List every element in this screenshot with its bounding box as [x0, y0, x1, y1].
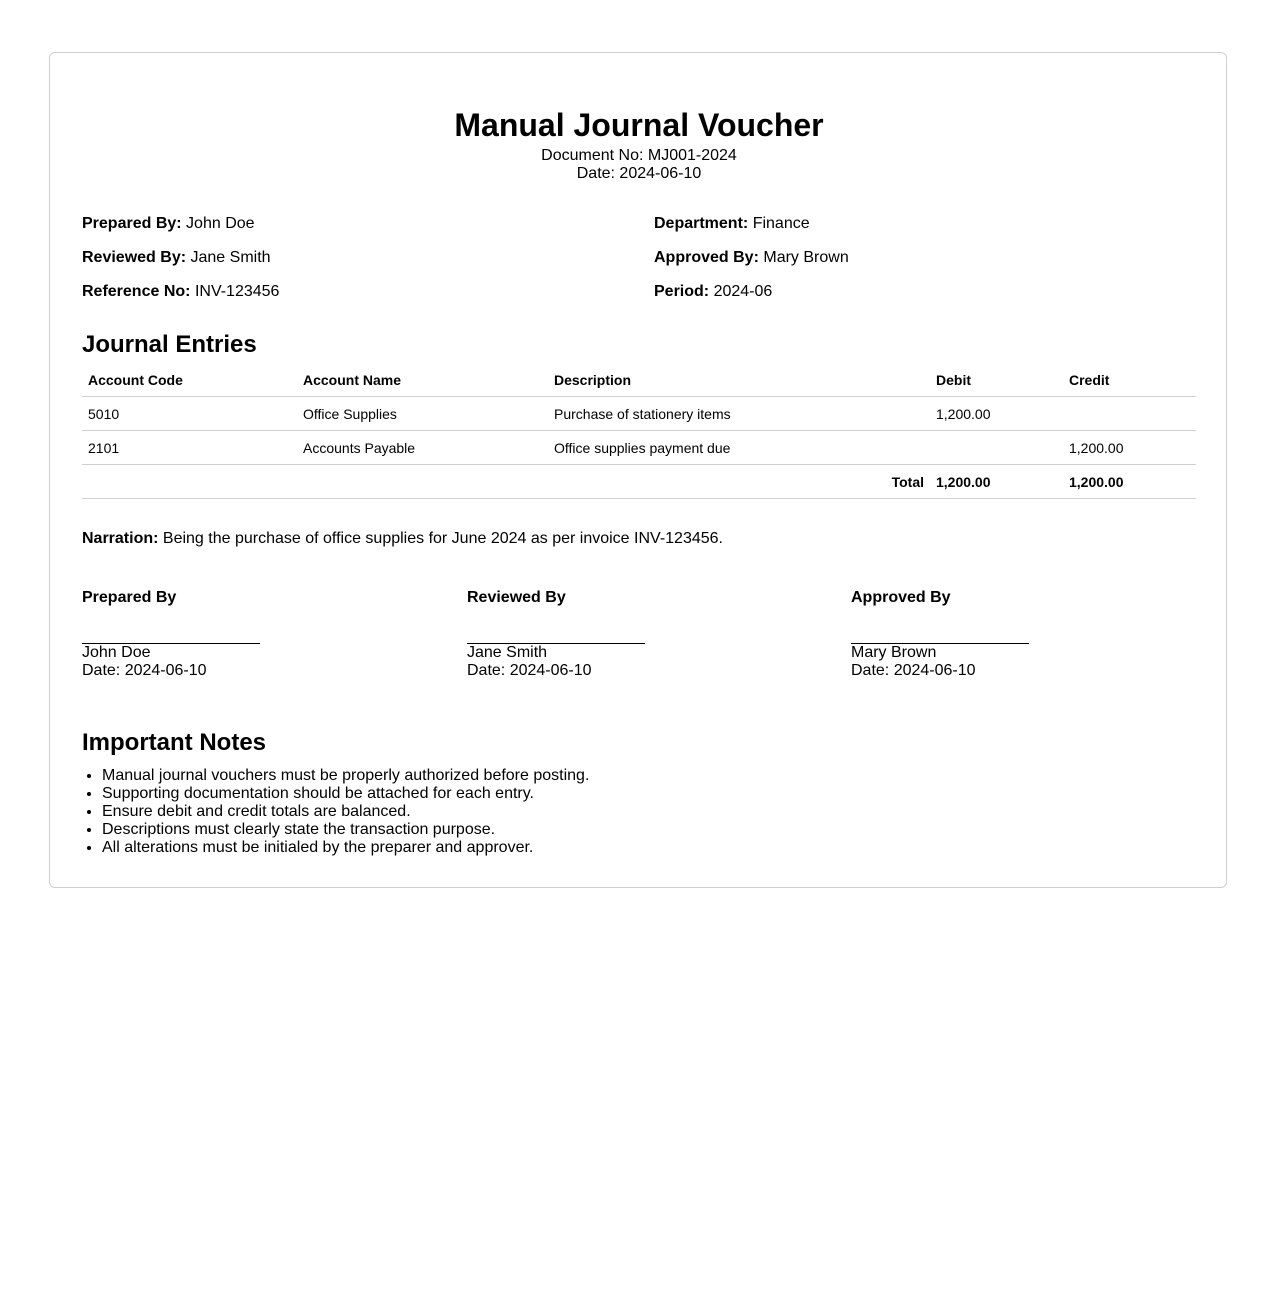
table-row: [82, 397, 1196, 431]
signature-name: Mary Brown: [851, 644, 937, 661]
prepared-by-label: Prepared By:: [82, 215, 182, 232]
signature-block-reviewed: [467, 589, 767, 680]
reference-no-label: Reference No:: [82, 283, 191, 300]
column-header-account-code: Account Code: [82, 363, 297, 397]
signature-heading: Prepared By: [82, 589, 177, 606]
total-row: [82, 465, 1196, 499]
total-credit: 1,200.00: [1063, 465, 1196, 499]
cell-description: Office supplies payment due: [548, 431, 930, 465]
reference-no-value: INV-123456: [194, 283, 280, 300]
document-date: Date: 2024-06-10: [576, 165, 702, 182]
important-notes-list: [82, 767, 589, 857]
department-label: Department:: [654, 215, 749, 232]
cell-debit: [930, 431, 1063, 465]
signature-block-approved: [851, 589, 1151, 680]
narration: [82, 530, 723, 548]
cell-account-code: 5010: [82, 397, 297, 431]
signature-block-prepared: [82, 589, 382, 680]
cell-credit: 1,200.00: [1063, 431, 1196, 465]
period-value: 2024-06: [713, 283, 773, 300]
list-item: • Ensure debit and credit totals are balanced.: [102, 803, 589, 821]
department-field: [654, 215, 810, 233]
list-item: • Descriptions must clearly state the transaction purpose.: [102, 821, 589, 839]
cell-account-code: 2101: [82, 431, 297, 465]
reviewed-by-label: Reviewed By:: [82, 249, 187, 266]
total-label: Total: [82, 465, 930, 499]
signature-name: Jane Smith: [467, 644, 548, 661]
column-header-description: Description: [548, 363, 930, 397]
department-value: Finance: [752, 215, 810, 232]
signature-line: [851, 633, 1029, 644]
cell-description: Purchase of stationery items: [548, 397, 930, 431]
document-number: Document No: MJ001-2024: [541, 147, 737, 164]
reference-no-field: [82, 283, 279, 301]
signature-heading: Reviewed By: [467, 589, 566, 606]
approved-by-label: Approved By:: [654, 249, 759, 266]
page-title: Manual Journal Voucher: [454, 107, 824, 143]
signature-line: [467, 633, 645, 644]
column-header-account-name: Account Name: [297, 363, 548, 397]
signature-heading: Approved By: [851, 589, 951, 606]
narration-label: Narration:: [82, 530, 159, 547]
cell-account-name: Accounts Payable: [297, 431, 548, 465]
table-row: [82, 431, 1196, 465]
period-field: [654, 283, 772, 301]
journal-entries-table: [82, 363, 1196, 499]
approved-by-field: [654, 249, 849, 267]
column-header-credit: Credit: [1063, 363, 1196, 397]
approved-by-value: Mary Brown: [763, 249, 849, 266]
table-header-row: [82, 363, 1196, 397]
reviewed-by-field: [82, 249, 271, 267]
signature-date: Date: 2024-06-10: [467, 662, 592, 679]
prepared-by-field: [82, 215, 255, 233]
list-item: • Manual journal vouchers must be properly authorized before posting.: [102, 767, 589, 785]
signature-date: Date: 2024-06-10: [851, 662, 976, 679]
signature-line: [82, 633, 260, 644]
reviewed-by-value: Jane Smith: [190, 249, 271, 266]
signature-date: Date: 2024-06-10: [82, 662, 207, 679]
list-item: • All alterations must be initialed by the preparer and approver.: [102, 839, 589, 857]
cell-debit: 1,200.00: [930, 397, 1063, 431]
journal-entries-heading: Journal Entries: [82, 331, 257, 358]
list-item: • Supporting documentation should be attached for each entry.: [102, 785, 589, 803]
prepared-by-value: John Doe: [186, 215, 255, 232]
signature-name: John Doe: [82, 644, 151, 661]
period-label: Period:: [654, 283, 710, 300]
cell-credit: [1063, 397, 1196, 431]
narration-text: Being the purchase of office supplies for June 2024 as per invoice INV-123456.: [162, 530, 723, 547]
total-debit: 1,200.00: [930, 465, 1063, 499]
document-meta: [82, 147, 1196, 183]
cell-account-name: Office Supplies: [297, 397, 548, 431]
important-notes-heading: Important Notes: [82, 729, 267, 756]
voucher-document: [49, 52, 1227, 888]
column-header-debit: Debit: [930, 363, 1063, 397]
